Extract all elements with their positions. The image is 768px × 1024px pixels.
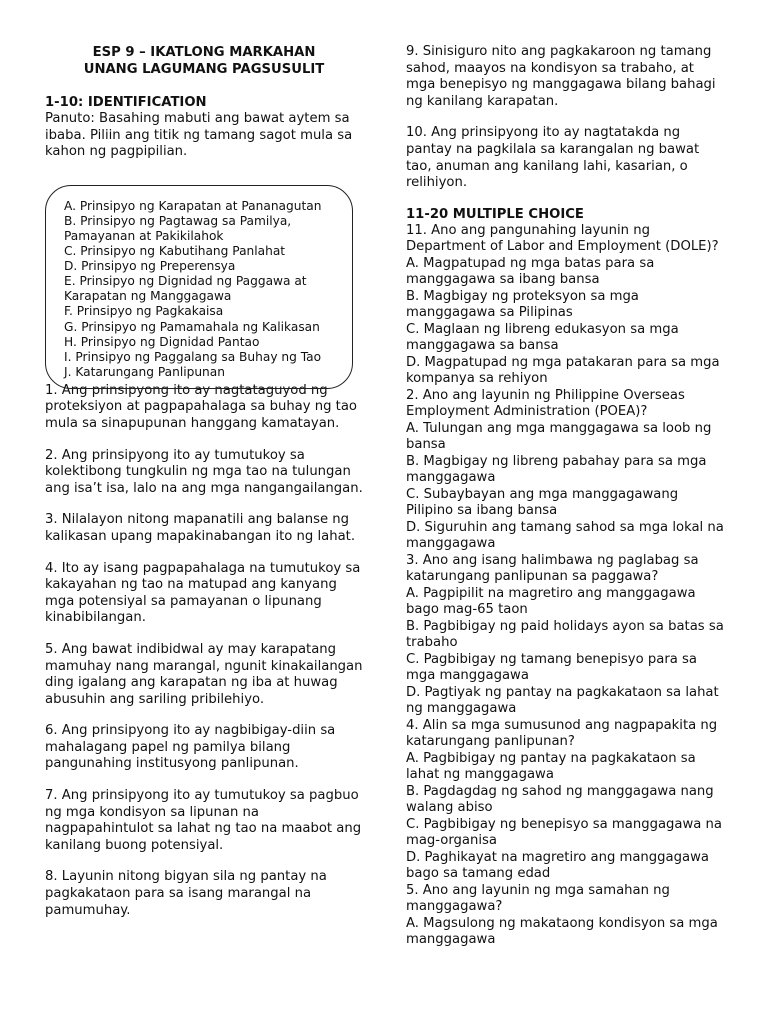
identification-item-4: 4. Ito ay isang pagpapahalaga na tumutukoy sa kakayahan ng tao na matupad ang kanyang mga potensiyal sa pamayanan o lipunang kinabibilangan.	[45, 560, 361, 626]
identification-heading: 1-10: IDENTIFICATION	[45, 95, 207, 110]
mc-option: B. Pagbibigay ng paid holidays ayon sa batas sa trabaho	[406, 618, 724, 651]
identification-item-1: 1. Ang prinsipyong ito ay nagtataguyod ng proteksiyon at pagpapahalaga sa buhay ng tao mula sa sinapupunan hanggang kamatayan.	[45, 382, 357, 431]
choice-i: I. Prinsipyo ng Paggalang sa Buhay ng Tao	[64, 349, 322, 364]
identification-item-2: 2. Ang prinsipyong ito ay tumutukoy sa kolektibong tungkulin ng mga tao na tulungan ang isa’t isa, lalo na ang mga nangangailangan.	[45, 447, 363, 496]
mc-option: C. Pagbibigay ng tamang benepisyo para sa mga manggagawa	[406, 651, 697, 684]
mc-option: C. Maglaan ng libreng edukasyon sa mga manggagawa sa bansa	[406, 321, 679, 354]
mc-option: A. Pagbibigay ng pantay na pagkakataon sa lahat ng manggagawa	[406, 750, 696, 783]
mc-option: A. Tulungan ang mga manggagawa sa loob ng bansa	[406, 420, 712, 453]
mc-option: D. Siguruhin ang tamang sahod sa mga lokal na manggagawa	[406, 519, 724, 552]
choice-b: B. Prinsipyo ng Pagtawag sa Pamilya, Pamayanan at Pakikilahok	[64, 213, 292, 243]
mc-question-stem: 5. Ano ang layunin ng mga samahan ng manggagawa?	[406, 882, 670, 915]
right-column	[406, 44, 726, 949]
mc-question-stem: 4. Alin sa mga sumusunod ang nagpapakita ng katarungang panlipunan?	[406, 717, 718, 750]
mc-option: A. Pagpipilit na magretiro ang manggagawa bago mag-65 taon	[406, 585, 696, 618]
directions-text: Panuto: Basahing mabuti ang bawat aytem sa ibaba. Piliin ang titik ng tamang sagot mula sa kahon ng pagpipilian.	[45, 111, 353, 160]
mc-option: A. Magpatupad ng mga batas para sa manggagawa sa ibang bansa	[406, 255, 655, 288]
mc-option: A. Magsulong ng makataong kondisyon sa mga manggagawa	[406, 915, 718, 948]
choice-c: C. Prinsipyo ng Kabutihang Panlahat	[64, 244, 286, 259]
mc-question-stem: 2. Ano ang layunin ng Philippine Overseas Employment Administration (POEA)?	[406, 387, 685, 420]
mc-option: D. Magpatupad ng mga patakaran para sa mga kompanya sa rehiyon	[406, 354, 720, 387]
identification-item-3: 3. Nilalayon nitong mapanatili ang balanse ng kalikasan upang mapakinabangan ito ng lahat.	[45, 512, 356, 544]
left-column	[45, 44, 363, 919]
choice-j: J. Katarungang Panlipunan	[64, 364, 225, 379]
identification-item-9: 9. Sinisiguro nito ang pagkakaroon ng tamang sahod, maayos na kondisyon sa trabaho, at mga benepisyo ng manggagawa bilang bahagi ng kanilang karapatan.	[406, 44, 716, 109]
multiple-choice-heading: 11-20 MULTIPLE CHOICE	[406, 206, 584, 222]
exam-title-line2: UNANG LAGUMANG PAGSUSULIT	[83, 62, 325, 77]
identification-item-10: 10. Ang prinsipyong ito ay nagtatakda ng pantay na pagkilala sa karangalan ng bawat tao, anuman ang kanilang lahi, kasarian, o relihiyon.	[406, 125, 700, 191]
mc-option: D. Paghikayat na magretiro ang manggagawa bago sa tamang edad	[406, 849, 709, 882]
choice-f: F. Prinsipyo ng Pagkakaisa	[64, 304, 224, 319]
identification-item-5: 5. Ang bawat indibidwal ay may karapatang mamuhay nang marangal, ngunit kinakailangan ding igalang ang karapatan ng iba at huwag abusuhin ang sariling pribilehiyo.	[45, 641, 363, 707]
mc-option: B. Magbigay ng proteksyon sa mga manggagawa sa Pilipinas	[406, 288, 639, 321]
choice-e: E. Prinsipyo ng Dignidad ng Paggawa at Karapatan ng Manggagawa	[64, 274, 307, 304]
mc-option: B. Pagdagdag ng sahod ng manggagawa nang walang abiso	[406, 783, 714, 816]
mc-question-stem: 3. Ano ang isang halimbawa ng paglabag sa katarungang panlipunan sa paggawa?	[406, 552, 699, 585]
choices-box	[45, 185, 353, 389]
multiple-choice-list	[406, 223, 726, 949]
mc-option: B. Magbigay ng libreng pabahay para sa mga manggagawa	[406, 453, 707, 486]
identification-item-6: 6. Ang prinsipyong ito ay nagbibigay-diin sa mahalagang papel ng pamilya bilang pangunahing institusyong panlipunan.	[45, 723, 336, 772]
choice-h: H. Prinsipyo ng Dignidad Pantao	[64, 334, 260, 349]
mc-option: C. Subaybayan ang mga manggagawang Pilipino sa ibang bansa	[406, 486, 679, 519]
exam-title-line1: ESP 9 – IKATLONG MARKAHAN	[92, 45, 316, 60]
choice-a: A. Prinsipyo ng Karapatan at Pananagutan	[64, 198, 322, 213]
mc-option: D. Pagtiyak ng pantay na pagkakataon sa lahat ng manggagawa	[406, 684, 719, 717]
choice-g: G. Prinsipyo ng Pamamahala ng Kalikasan	[64, 319, 320, 334]
mc-question-stem: 11. Ano ang pangunahing layunin ng Department of Labor and Employment (DOLE)?	[406, 222, 719, 255]
choice-d: D. Prinsipyo ng Preperensya	[64, 259, 236, 274]
identification-item-7: 7. Ang prinsipyong ito ay tumutukoy sa pagbuo ng mga kondisyon sa lipunan na nagpapahintulot sa lahat ng tao na maabot ang kanilang buong potensiyal.	[45, 788, 362, 853]
identification-item-8: 8. Layunin nitong bigyan sila ng pantay na pagkakataon para sa isang marangal na pamumuhay.	[45, 869, 327, 918]
mc-option: C. Pagbibigay ng benepisyo sa manggagawa na mag-organisa	[406, 816, 722, 849]
